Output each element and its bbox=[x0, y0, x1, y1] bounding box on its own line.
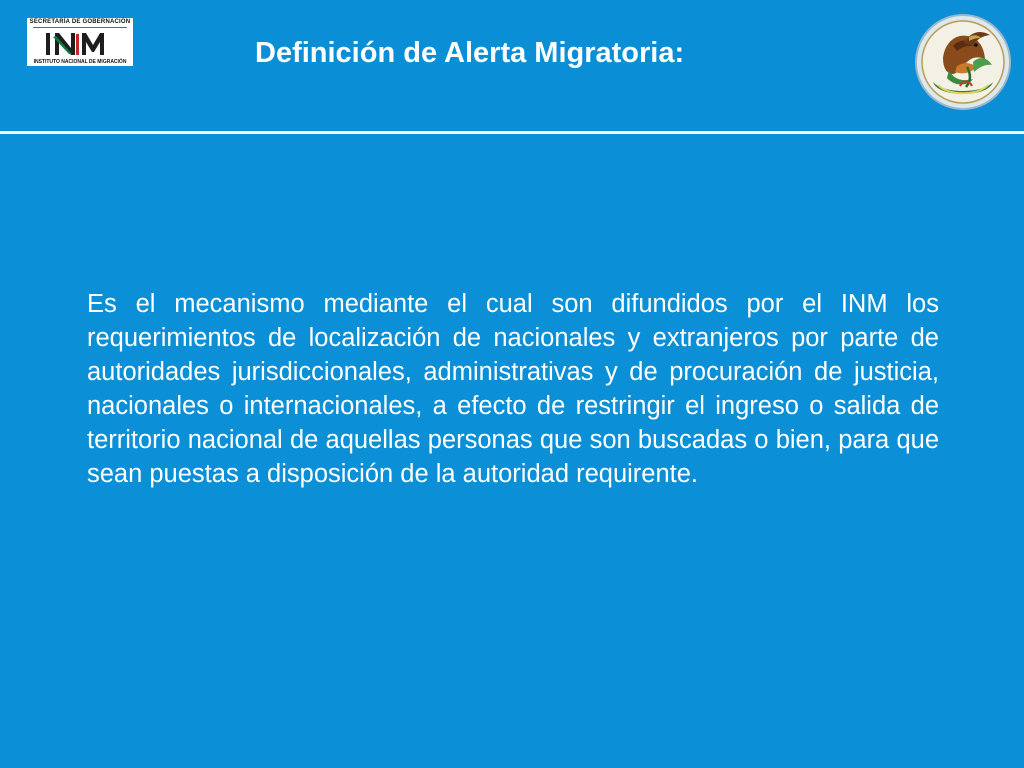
inm-logo-mark-icon bbox=[40, 30, 120, 58]
slide-header bbox=[0, 0, 1024, 133]
logo-rule bbox=[33, 27, 127, 28]
logo-bottom-text: INSTITUTO NACIONAL DE MIGRACIÓN bbox=[33, 59, 127, 65]
definition-paragraph: Es el mecanismo mediante el cual son difundidos por el INM los requerimientos de localización de nacionales y extranjeros por parte de autoridades jurisdiccionales, administrativas y de procuración de justicia, nacionales o internacionales, a efecto de restringir el ingreso o salida de territorio nacional de aquellas personas que son buscadas o bien, para que sean puestas a disposición de la autoridad requirente. bbox=[87, 290, 939, 488]
slide-title: Definición de Alerta Migratoria: bbox=[255, 37, 685, 69]
national-coat-of-arms-icon bbox=[913, 12, 1013, 112]
inm-logo bbox=[27, 18, 133, 66]
logo-top-text: SECRETARÍA DE GOBERNACIÓN bbox=[29, 19, 131, 25]
slide-body bbox=[0, 134, 1024, 768]
